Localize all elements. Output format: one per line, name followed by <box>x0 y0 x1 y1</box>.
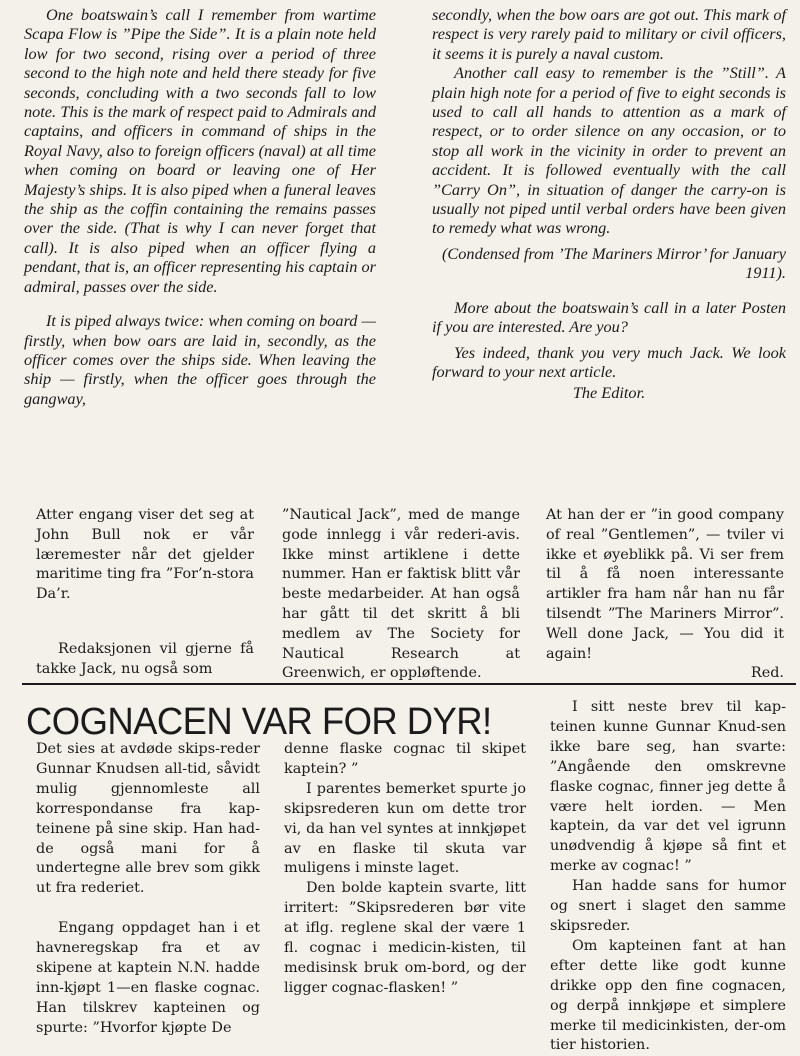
divider <box>22 683 796 685</box>
paragraph: Han hadde sans for humor og snert i slaget den samme skipsreder. <box>550 878 786 934</box>
article-column-2 <box>284 740 526 999</box>
paragraph: Engang oppdaget han i et havneregskap fra et av skipene at kaptein N.N. hadde inn-kjøpt 1—en flaske cognac. Han tilskrev kapteinen og spurte: ”Hvorfor kjøpte De <box>36 920 260 1036</box>
red-signature: Red. <box>750 665 784 682</box>
article-column-3 <box>550 698 786 1056</box>
paragraph: Redaksjonen vil gjerne få takke Jack, nu også som <box>36 640 254 677</box>
paragraph: Den bolde kaptein svarte, litt irritert: ”Skipsrederen bør vite at iflg. reglene skal der være 1 fl. cognac i medicin-kisten, til medisinsk bruk om-bord, og der ligger cognac-flasken! ” <box>284 880 526 996</box>
paragraph: Another call easy to remember is the ”Still”. A plain high note for a period of five to eight seconds is used to call all hands to attention as a mark of respect, or to order silence on any occasion, or to stop all work in the vicinity in order to prevent an accident. It is followed eventually with the call ”Carry On”, in situation of danger the carry-on is usually not piped until verbal orders have been given to remedy what was wrong. <box>432 63 786 238</box>
english-column-1 <box>24 5 376 408</box>
paragraph: One boatswain’s call I remember from wartime Scapa Flow is ”Pipe the Side”. It is a plain note held low for two second, rising over a period of three second to the high note and held there steady for five seconds, concluding with a two seconds fall to low note. This is the mark of respect paid to Admirals and captains, and officers in command of ships in the Royal Navy, also to foreign officers (naval) at all time when coming on board or leaving one of Her Majesty’s ships. It is also piped when a funeral leaves the ship as the coffin containing the remains passes over the side. (That is why I can never forget that call). It is also piped when an officer flying a pendant, that is, an officer representing his captain or admiral, passes over the side. <box>24 5 376 296</box>
paragraph: At han der er ”in good company of real ”Gentlemen”, — tviler vi ikke et øyeblikk på. Vi ser frem til å få noen interessante artikler fra ham når han nu får tilsendt ”The Mariners Mirror”. Well done Jack, — You did it again! <box>546 507 784 662</box>
paragraph: Om kapteinen fant at han efter dette like godt kunne drikke opp den fine cognacen, og derpå innkjøpe et simplere merke til medicinkisten, der-om tier historien. <box>550 937 786 1054</box>
editor-note <box>0 506 800 682</box>
article-column-1 <box>36 740 260 1039</box>
paragraph: ”Nautical Jack”, med de mange gode innlegg i vår rederi-avis. Ikke minst artiklene i dette nummer. Han er faktisk blitt vår beste medarbeider. At han også har gått til det skritt å bli medlem av The Society for Nautical Research at Greenwich, er oppløftende. <box>282 507 520 682</box>
paragraph: It is piped always twice: when coming on board — firstly, when bow oars are laid in, secondly, as the officer comes over the ships side. When leaving the ship — firstly, when the officer goes through the gangway, <box>24 311 376 408</box>
headline: COGNACEN VAR FOR DYR! <box>26 701 492 743</box>
paragraph: denne flaske cognac til skipet kaptein? ” <box>284 741 526 777</box>
paragraph: I sitt neste brev til kap-teinen kunne Gunnar Knud-sen ikke bare seg, han svarte: ”Angående den omskrevne flaske cognac, finner jeg dette å være helt iorden. — Men kaptein, da var det vel igrunn unødvendig å kjøpe så fint et merke av cognac! ” <box>550 699 786 875</box>
source-citation: (Condensed from ’The Mariners Mirror’ for January 1911). <box>442 243 786 283</box>
editor-signature: The Editor. <box>572 383 646 403</box>
paragraph: I parentes bemerket spurte jo skipsrederen kun om dette tror vi, da han vel syntes at innkjøpet av en flaske til skuta var muligens i minste laget. <box>284 780 526 877</box>
paragraph: Yes indeed, thank you very much Jack. We look forward to your next article. <box>432 342 786 381</box>
cognac-article <box>0 690 800 1054</box>
english-column-2 <box>432 5 786 403</box>
paragraph: Atter engang viser det seg at John Bull nok er vår læremester når det gjelder maritime ting fra ”For’n-stora Da’r. <box>36 507 254 603</box>
paragraph: More about the boatswain’s call in a later Posten if you are interested. Are you? <box>432 297 786 337</box>
paragraph: secondly, when the bow oars are got out. This mark of respect is very rarely paid to military or civil officers, it seems it is purely a naval custom. <box>432 5 786 63</box>
note-column-1 <box>36 506 254 680</box>
paragraph: Det sies at avdøde skips-reder Gunnar Knudsen all-tid, såvidt mulig gjennomleste all korrespondanse fra kap-teinene på sine skip. Han had-de også mani for å undertegne alle brev som gikk ut fra rederiet. <box>36 741 260 897</box>
note-column-3 <box>546 506 784 684</box>
english-article <box>0 0 800 490</box>
note-column-2 <box>282 506 520 684</box>
